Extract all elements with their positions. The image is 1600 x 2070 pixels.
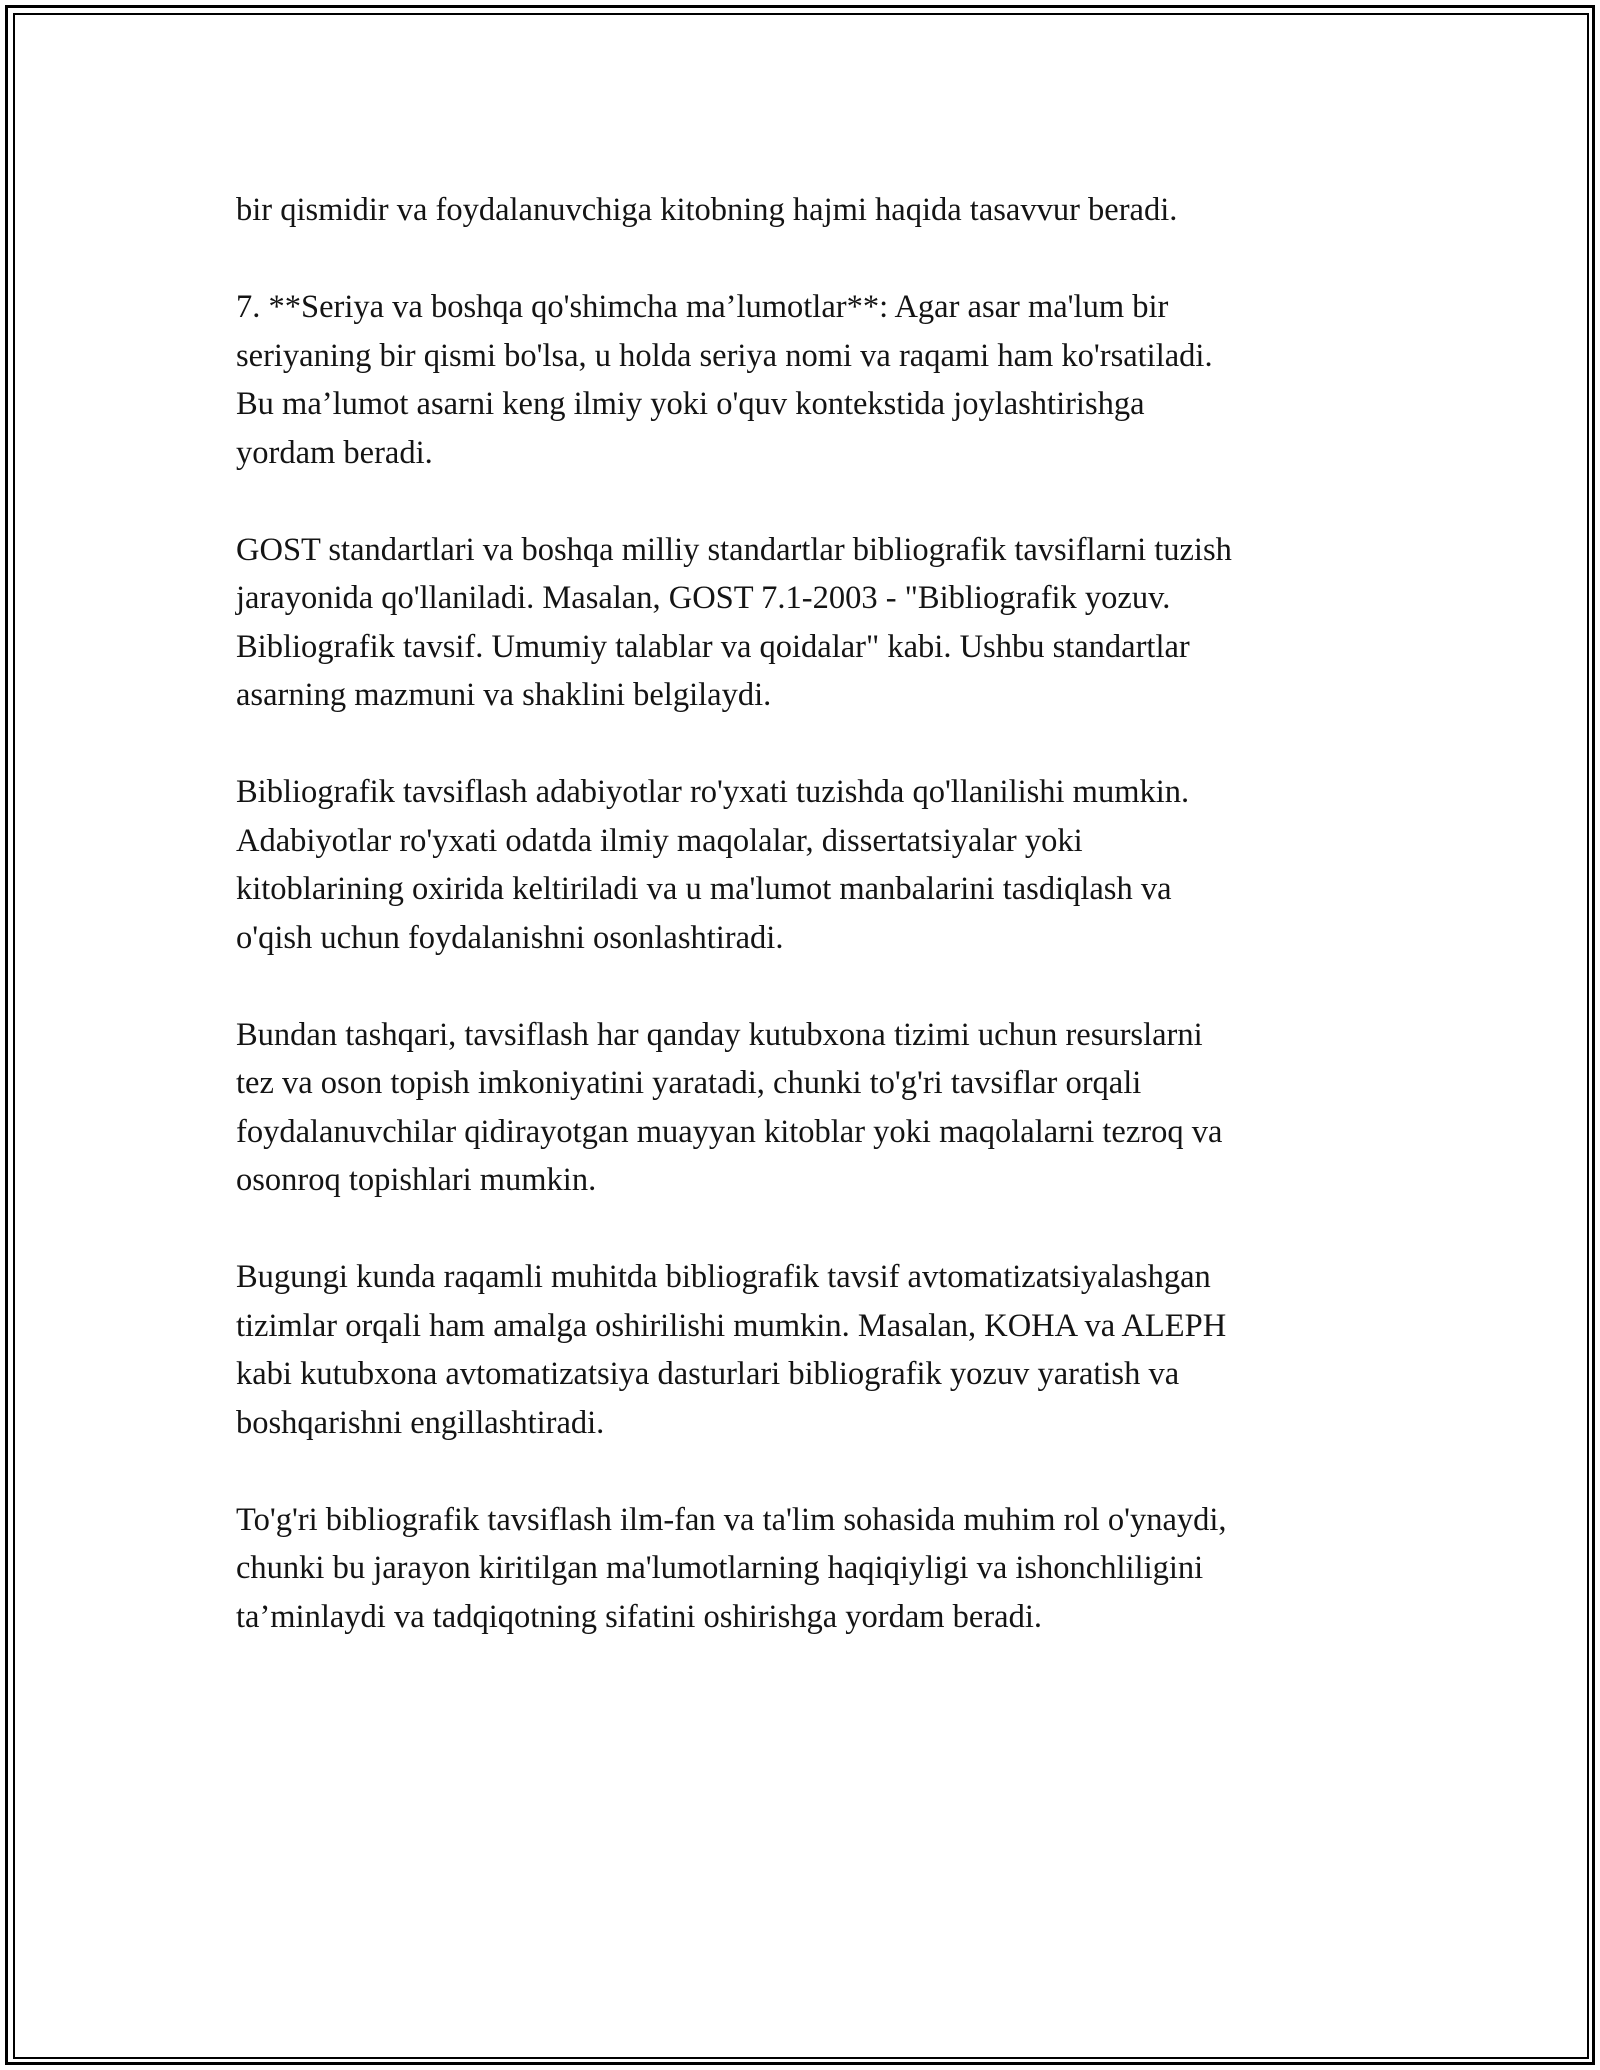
- paragraph-conclusion: To'g'ri bibliografik tavsiflash ilm-fan va ta'lim sohasida muhim rol o'ynaydi, chunki bu jarayon kiritilgan ma'lumotlarning haqiqiyligi va ishonchliligini ta’minlaydi va tadqiqotning sifatini oshirishga yordam beradi.: [236, 1501, 1227, 1635]
- paragraph-bibliography-list: Bibliografik tavsiflash adabiyotlar ro'yxati tuzishda qo'llanilishi mumkin. Adabiyotlar ro'yxati odatda ilmiy maqolalar, dissertatsiyalar yoki kitoblarining oxirida keltiriladi va u ma'lumot manbalarini tasdiqlash va o'qish uchun foydalanishni osonlashtiradi.: [236, 774, 1190, 956]
- paragraph-gost-standards: GOST standartlari va boshqa milliy standartlar bibliografik tavsiflarni tuzish jarayonida qo'llaniladi. Masalan, GOST 7.1-2003 - "Bibliografik yozuv. Bibliografik tavsif. Umumiy talablar va qoidalar" kabi. Ushbu standartlar asarning mazmuni va shaklini belgilaydi.: [236, 531, 1232, 713]
- paragraph-automation: Bugungi kunda raqamli muhitda bibliografik tavsif avtomatizatsiyalashgan tizimlar orqali ham amalga oshirilishi mumkin. Masalan, KOHA va ALEPH kabi kutubxona avtomatizatsiya dasturlari bibliografik yozuv yaratish va boshqarishni engillashtiradi.: [236, 1259, 1227, 1441]
- document-body: [236, 186, 1366, 1690]
- paragraph-library-search: Bundan tashqari, tavsiflash har qanday kutubxona tizimi uchun resurslarni tez va oson topish imkoniyatini yaratadi, chunki to'g'ri tavsiflar orqali foydalanuvchilar qidirayotgan muayyan kitoblar yoki maqolalarni tezroq va osonroq topishlari mumkin.: [236, 1016, 1223, 1198]
- paragraph-page-size-continuation: bir qismidir va foydalanuvchiga kitobning hajmi haqida tasavvur beradi.: [236, 192, 1178, 228]
- paragraph-series-info: 7. **Seriya va boshqa qo'shimcha ma’lumotlar**: Agar asar ma'lum bir seriyaning bir qismi bo'lsa, u holda seriya nomi va raqami ham ko'rsatiladi. Bu ma’lumot asarni keng ilmiy yoki o'quv kontekstida joylashtirishga yordam beradi.: [236, 289, 1213, 471]
